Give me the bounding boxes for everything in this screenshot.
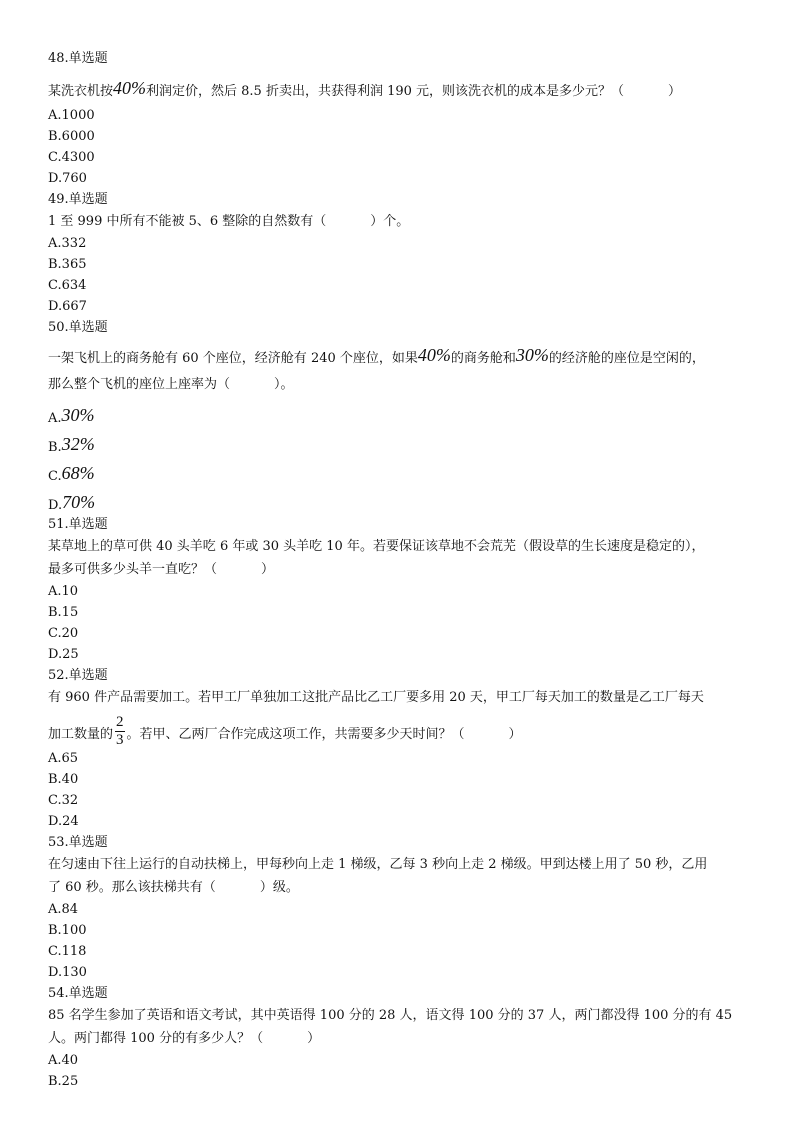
- question-header: 48.单选题: [48, 51, 108, 66]
- stem-text: 有 960 件产品需要加工。若甲工厂单独加工这批产品比乙工厂要多用 20 天，甲工厂每天加工的数量是乙工厂每天: [48, 690, 704, 705]
- question-header: 54.单选题: [48, 986, 108, 1001]
- option-c: C.32: [48, 793, 79, 808]
- stem-text: 1 至 999 中所有不能被 5、6 整除的自然数有（: [48, 214, 327, 229]
- question-50: [48, 317, 768, 514]
- option-c: C.634: [48, 278, 87, 293]
- option-d: D.24: [48, 814, 79, 829]
- option-letter: A.: [48, 411, 62, 426]
- stem-text: ）: [307, 1031, 321, 1046]
- stem-text: 某洗衣机按: [48, 84, 114, 99]
- option-a: A.65: [48, 751, 79, 766]
- option-a: A.84: [48, 902, 79, 917]
- question-header: 51.单选题: [48, 517, 108, 532]
- stem-text: 的经济舱的座位是空闲的，: [548, 351, 705, 366]
- option-b: B.25: [48, 1074, 79, 1089]
- option-b: B.100: [48, 923, 87, 938]
- option-c: [48, 456, 768, 485]
- option-b: B.6000: [48, 129, 95, 144]
- stem-text: 。若甲、乙两厂合作完成这项工作，共需要多少天时间？（: [126, 727, 465, 742]
- question-stem: [48, 75, 768, 105]
- stem-text: 85 名学生参加了英语和语文考试，其中英语得 100 分的 28 人，语文得 100 分的 37 人，两门都没得 100 分的有 45: [48, 1008, 733, 1023]
- stem-text: 的商务舱和: [450, 351, 516, 366]
- stem-text: 一架飞机上的商务舱有 60 个座位，经济舱有 240 个座位，如果: [48, 351, 418, 366]
- stem-text: 加工数量的: [48, 727, 114, 742]
- percent-value: 40%: [417, 345, 451, 365]
- question-stem: [48, 853, 768, 899]
- percent-value: 32%: [61, 434, 95, 454]
- question-stem: [48, 686, 768, 748]
- stem-text: 最多可供多少头羊一直吃？（: [48, 562, 218, 577]
- percent-value: 68%: [61, 463, 95, 483]
- stem-text: 了 60 秒。那么该扶梯共有（: [48, 880, 216, 895]
- option-letter: B.: [48, 440, 62, 455]
- question-header: 50.单选题: [48, 320, 108, 335]
- option-d: D.667: [48, 299, 87, 314]
- fraction: [115, 715, 125, 748]
- stem-text: ）级。: [259, 880, 299, 895]
- question-header: 52.单选题: [48, 668, 108, 683]
- question-stem: [48, 1004, 768, 1050]
- percent-value: 70%: [62, 492, 96, 512]
- stem-text: 利润定价，然后 8.5 折卖出，共获得利润 190 元，则该洗衣机的成本是多少元？（: [146, 84, 625, 99]
- stem-text: 人。两门都得 100 分的有多少人？（: [48, 1031, 264, 1046]
- percent-value: 30%: [515, 345, 549, 365]
- option-c: C.118: [48, 944, 87, 959]
- stem-text: ）个。: [370, 214, 410, 229]
- option-a: [48, 398, 768, 427]
- stem-text: 在匀速由下往上运行的自动扶梯上，甲每秒向上走 1 梯级，乙每 3 秒向上走 2 梯级。甲到达楼上用了 50 秒，乙用: [48, 857, 708, 872]
- fraction-denominator: 3: [116, 732, 124, 748]
- question-53: [48, 832, 768, 983]
- stem-text: 那么整个飞机的座位上座率为（: [48, 377, 231, 392]
- option-a: A.10: [48, 584, 79, 599]
- question-51: [48, 514, 768, 665]
- percent-value: 30%: [61, 405, 95, 425]
- question-52: [48, 665, 768, 832]
- question-stem: [48, 535, 768, 581]
- option-b: [48, 427, 768, 456]
- option-a: A.40: [48, 1053, 79, 1068]
- stem-text: ）: [261, 562, 275, 577]
- option-b: B.40: [48, 772, 79, 787]
- question-48: [48, 48, 768, 189]
- option-d: D.25: [48, 647, 79, 662]
- question-header: 53.单选题: [48, 835, 108, 850]
- stem-text: ）。: [274, 377, 294, 392]
- option-a: A.1000: [48, 108, 95, 123]
- option-letter: D.: [48, 498, 63, 513]
- option-c: C.20: [48, 626, 79, 641]
- option-d: [48, 485, 768, 514]
- stem-text: 某草地上的草可供 40 头羊吃 6 年或 30 头羊吃 10 年。若要保证该草地不会荒芜（假设草的生长速度是稳定的），: [48, 539, 705, 554]
- question-49: [48, 189, 768, 317]
- question-stem: [48, 210, 768, 233]
- stem-text: ）: [668, 84, 682, 99]
- stem-text: ）: [508, 727, 522, 742]
- question-54: [48, 983, 768, 1092]
- fraction-numerator: 2: [116, 714, 124, 730]
- option-b: B.15: [48, 605, 79, 620]
- stem-line: [48, 715, 768, 748]
- option-b: B.365: [48, 257, 87, 272]
- percent-value: 40%: [113, 78, 147, 98]
- question-header: 49.单选题: [48, 192, 108, 207]
- exam-document: [48, 40, 768, 1092]
- option-a: A.332: [48, 236, 87, 251]
- question-stem: [48, 342, 768, 398]
- option-d: D.130: [48, 965, 87, 980]
- option-d: D.760: [48, 171, 87, 186]
- option-letter: C.: [48, 469, 62, 484]
- option-c: C.4300: [48, 150, 95, 165]
